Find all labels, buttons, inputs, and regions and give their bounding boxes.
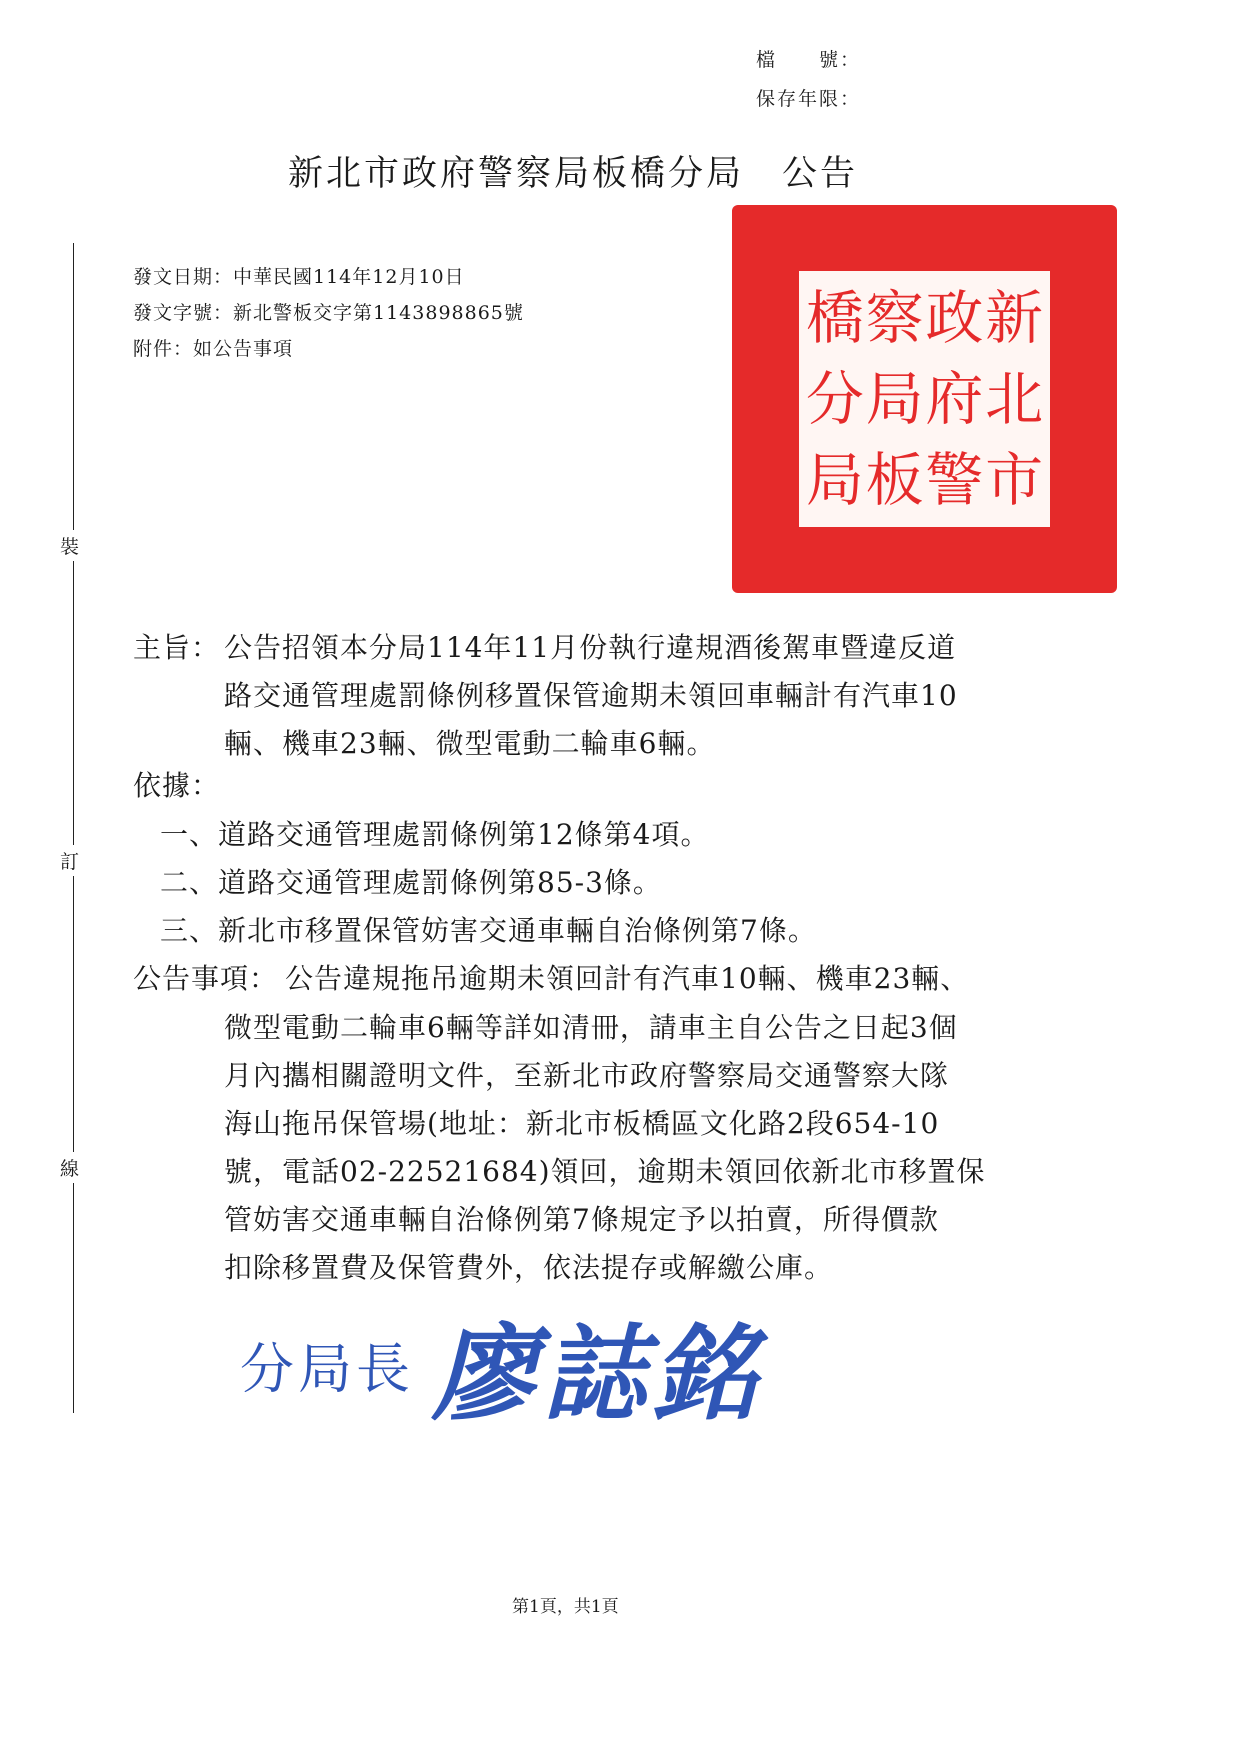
basis-item-3: 三、新北市移置保管妨害交通車輛自治條例第7條。 bbox=[160, 914, 817, 947]
seal-character: 政 bbox=[925, 283, 984, 352]
signature-name: 廖誌銘 bbox=[432, 1312, 763, 1435]
binding-margin-line bbox=[73, 243, 74, 1413]
seal-character: 新 bbox=[985, 283, 1044, 352]
director-signature bbox=[240, 1290, 762, 1440]
seal-character: 市 bbox=[985, 446, 1044, 515]
document-title: 新北市政府警察局板橋分局 公告 bbox=[288, 154, 859, 194]
seal-character: 察 bbox=[865, 283, 924, 352]
seal-character: 分 bbox=[805, 364, 864, 433]
basis-item-1: 一、道路交通管理處罰條例第12條第4項。 bbox=[160, 818, 710, 851]
seal-character: 北 bbox=[985, 364, 1044, 433]
file-number-label: 檔 號： bbox=[756, 49, 862, 71]
notice-line-7: 扣除移置費及保管費外，依法提存或解繳公庫。 bbox=[224, 1251, 834, 1284]
signature-title: 分局長 bbox=[240, 1337, 414, 1401]
binding-mark-ding: 訂 bbox=[60, 845, 79, 876]
seal-character: 橋 bbox=[805, 283, 864, 352]
page-number: 第1頁，共1頁 bbox=[512, 1597, 619, 1617]
subject-line-1: 公告招領本分局114年11月份執行違規酒後駕車暨違反道 bbox=[224, 631, 957, 664]
document-number: 發文字號：新北警板交字第1143898865號 bbox=[133, 302, 524, 324]
retention-period-label: 保存年限： bbox=[756, 88, 862, 110]
subject-label: 主旨： bbox=[133, 631, 221, 664]
notice-line-5: 號，電話02-22521684)領回，逾期未領回依新北市移置保 bbox=[224, 1155, 986, 1188]
seal-character: 府 bbox=[925, 364, 984, 433]
notice-label: 公告事項： bbox=[133, 962, 279, 995]
seal-character: 板 bbox=[865, 446, 924, 515]
issue-date: 發文日期：中華民國114年12月10日 bbox=[133, 266, 465, 288]
seal-character-grid bbox=[793, 265, 1056, 533]
notice-line-3: 月內攜相關證明文件，至新北市政府警察局交通警察大隊 bbox=[224, 1059, 950, 1092]
basis-item-2: 二、道路交通管理處罰條例第85-3條。 bbox=[160, 866, 662, 899]
basis-label: 依據： bbox=[133, 769, 221, 802]
subject-line-3: 輛、機車23輛、微型電動二輪車6輛。 bbox=[224, 727, 716, 760]
seal-character: 局 bbox=[805, 446, 864, 515]
notice-line-1: 公告違規拖吊逾期未領回計有汽車10輛、機車23輛、 bbox=[285, 962, 970, 995]
seal-character: 局 bbox=[865, 364, 924, 433]
official-seal bbox=[732, 205, 1117, 593]
attachment: 附件：如公告事項 bbox=[133, 338, 294, 360]
binding-mark-xian: 線 bbox=[60, 1152, 79, 1183]
subject-line-2: 路交通管理處罰條例移置保管逾期未領回車輛計有汽車10 bbox=[224, 679, 958, 712]
binding-mark-zhuang: 裝 bbox=[60, 530, 79, 561]
seal-character: 警 bbox=[925, 446, 984, 515]
notice-line-2: 微型電動二輪車6輛等詳如清冊，請車主自公告之日起3個 bbox=[224, 1011, 958, 1044]
notice-line-4: 海山拖吊保管場(地址：新北市板橋區文化路2段654-10 bbox=[224, 1107, 940, 1140]
notice-line-6: 管妨害交通車輛自治條例第7條規定予以拍賣，所得價款 bbox=[224, 1203, 939, 1236]
